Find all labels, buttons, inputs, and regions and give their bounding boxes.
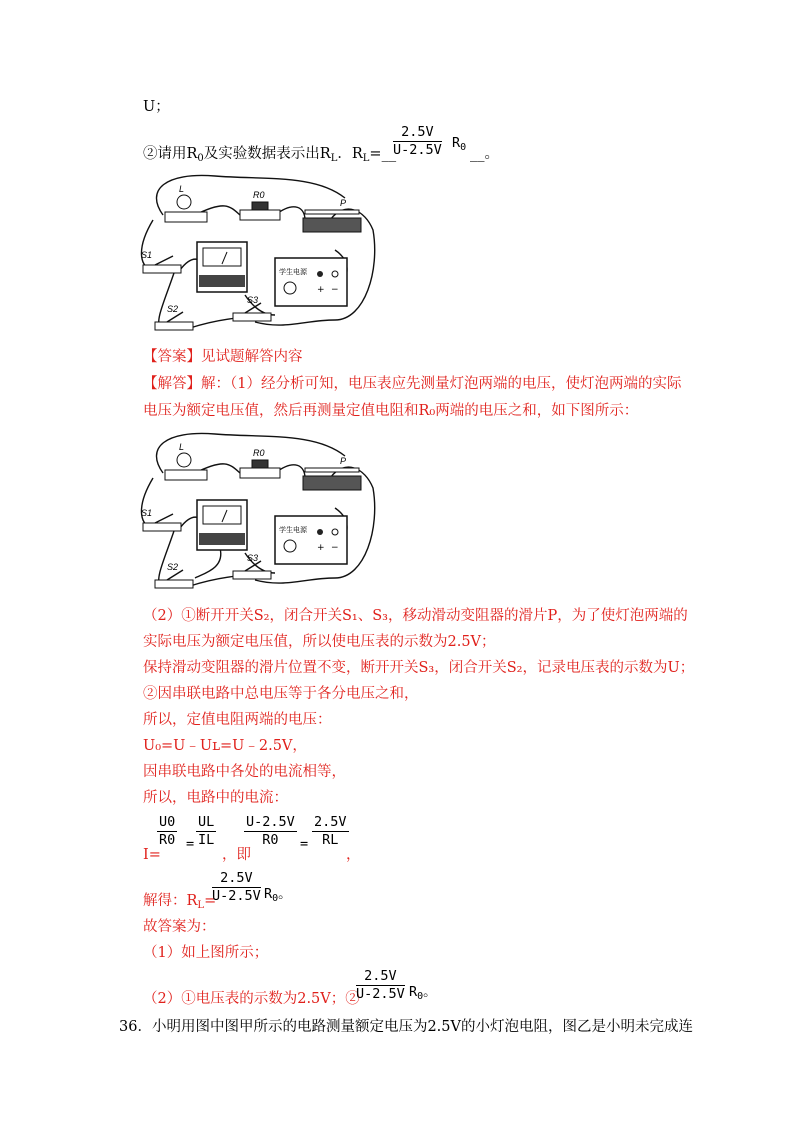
eq-frac-4: $\frac{2.5V}{RL}$ xyxy=(314,814,347,848)
q2-mid: 及实验数据表示出R xyxy=(203,146,331,162)
eq-frac-3: $\frac{U-2.5V}{R0}$ xyxy=(246,814,295,848)
answer-header: 故答案为： xyxy=(143,919,216,935)
solution-line-2: 电压为额定电压值，然后再测量定值电阻和R₀两端的电压之和，如下图所示： xyxy=(143,403,639,419)
svg-text:R0: R0 xyxy=(253,190,265,200)
q2-prefix: ②请用R xyxy=(143,146,198,162)
eq-eq-2: = xyxy=(300,836,309,852)
q2-eq: = xyxy=(369,146,382,162)
answer-line xyxy=(143,348,303,366)
question-2-line xyxy=(143,145,396,168)
answer-2-fraction: $\frac{2.5V}{U-2.5V}$ xyxy=(356,968,405,1002)
answer-1: （1）如上图所示； xyxy=(143,945,269,961)
svg-text:S3: S3 xyxy=(247,295,259,305)
circuit-diagram-1 xyxy=(135,170,380,342)
label-l: L xyxy=(179,184,185,194)
svg-text:L: L xyxy=(179,442,185,452)
question-36: 36．小明用图中图甲所示的电路测量额定电压为2.5V的小灯泡电阻，图乙是小明未完成连 xyxy=(119,1019,693,1035)
answer-2-after: $R_0$。 xyxy=(409,984,437,1002)
svg-text:P: P xyxy=(340,198,347,208)
answer-tag: 【答案】 xyxy=(143,349,201,365)
q2-sub: 0 xyxy=(197,153,204,164)
step2-line-3: 保持滑动变阻器的滑片位置不变，断开开关S₃，闭合开关S₂，记录电压表的示数为U； xyxy=(143,660,695,676)
eq-frac-2: $\frac{UL}{IL}$ xyxy=(198,814,215,848)
eq-tail: ， xyxy=(346,847,361,863)
solve-after: $R_0$。 xyxy=(264,886,292,904)
solve-fraction: $\frac{2.5V}{U-2.5V}$ xyxy=(212,870,261,904)
fraction-top-num: 2.5V xyxy=(393,124,442,142)
svg-text:S3: S3 xyxy=(247,553,259,563)
step2-line-1: （2）①断开开关S₂，闭合开关S₁、S₃，移动滑动变阻器的滑片P，为了使灯泡两端的 xyxy=(143,608,688,624)
eq-frac-1: $\frac{U0}{R0}$ xyxy=(159,814,176,848)
solution-text-1: 解：（1）经分析可知，电压表应先测量灯泡两端的电压，使灯泡两端的实际 xyxy=(201,376,682,392)
svg-text:+: + xyxy=(317,543,325,553)
answer-text: 见试题解答内容 xyxy=(201,349,303,365)
fraction-top-den: U-2.5V xyxy=(393,142,442,158)
step2-line-4: ②因串联电路中总电压等于各分电压之和， xyxy=(143,686,419,702)
eq-eq-1: = xyxy=(186,836,195,852)
step2-line-7: 因串联电路中各处的电流相等， xyxy=(143,764,346,780)
eq-i-lead: I= xyxy=(143,847,161,863)
svg-text:P: P xyxy=(340,456,347,466)
solution-line-1 xyxy=(143,375,681,393)
q2-sub-l2: L xyxy=(362,153,370,164)
fraction-top-after: $R_0$ xyxy=(452,135,467,153)
svg-text:学生电源: 学生电源 xyxy=(279,526,307,534)
solution-tag: 【解答】 xyxy=(143,376,201,392)
blank-right: __。 xyxy=(470,146,499,162)
step2-line-8: 所以，电路中的电流： xyxy=(143,790,288,806)
q2-sub-l: L xyxy=(330,153,338,164)
line-u: U； xyxy=(143,99,170,115)
step2-line-5: 所以，定值电阻两端的电压： xyxy=(143,712,332,728)
solve-line: 解得：$R_L=$ xyxy=(143,893,217,911)
fraction-top xyxy=(393,124,442,159)
circuit-diagram-2 xyxy=(135,428,380,598)
svg-text:学生电源: 学生电源 xyxy=(279,268,307,276)
svg-text:S1: S1 xyxy=(141,250,153,260)
q2-tail: ．R xyxy=(337,146,363,162)
svg-text:−: − xyxy=(331,285,339,295)
blank-left: __ xyxy=(381,146,397,162)
eq-mid: ，即 xyxy=(222,847,251,863)
answer-2: （2）①电压表的示数为2.5V；② xyxy=(143,991,360,1007)
svg-text:−: − xyxy=(331,543,339,553)
svg-text:S1: S1 xyxy=(141,508,153,518)
svg-text:S2: S2 xyxy=(167,304,179,314)
step2-line-2: 实际电压为额定电压值，所以使电压表的示数为2.5V； xyxy=(143,634,496,650)
svg-text:S2: S2 xyxy=(167,562,179,572)
step2-line-6: U₀=U﹣Uʟ=U﹣2.5V， xyxy=(143,738,307,754)
svg-text:R0: R0 xyxy=(253,448,265,458)
svg-text:+: + xyxy=(317,285,325,295)
